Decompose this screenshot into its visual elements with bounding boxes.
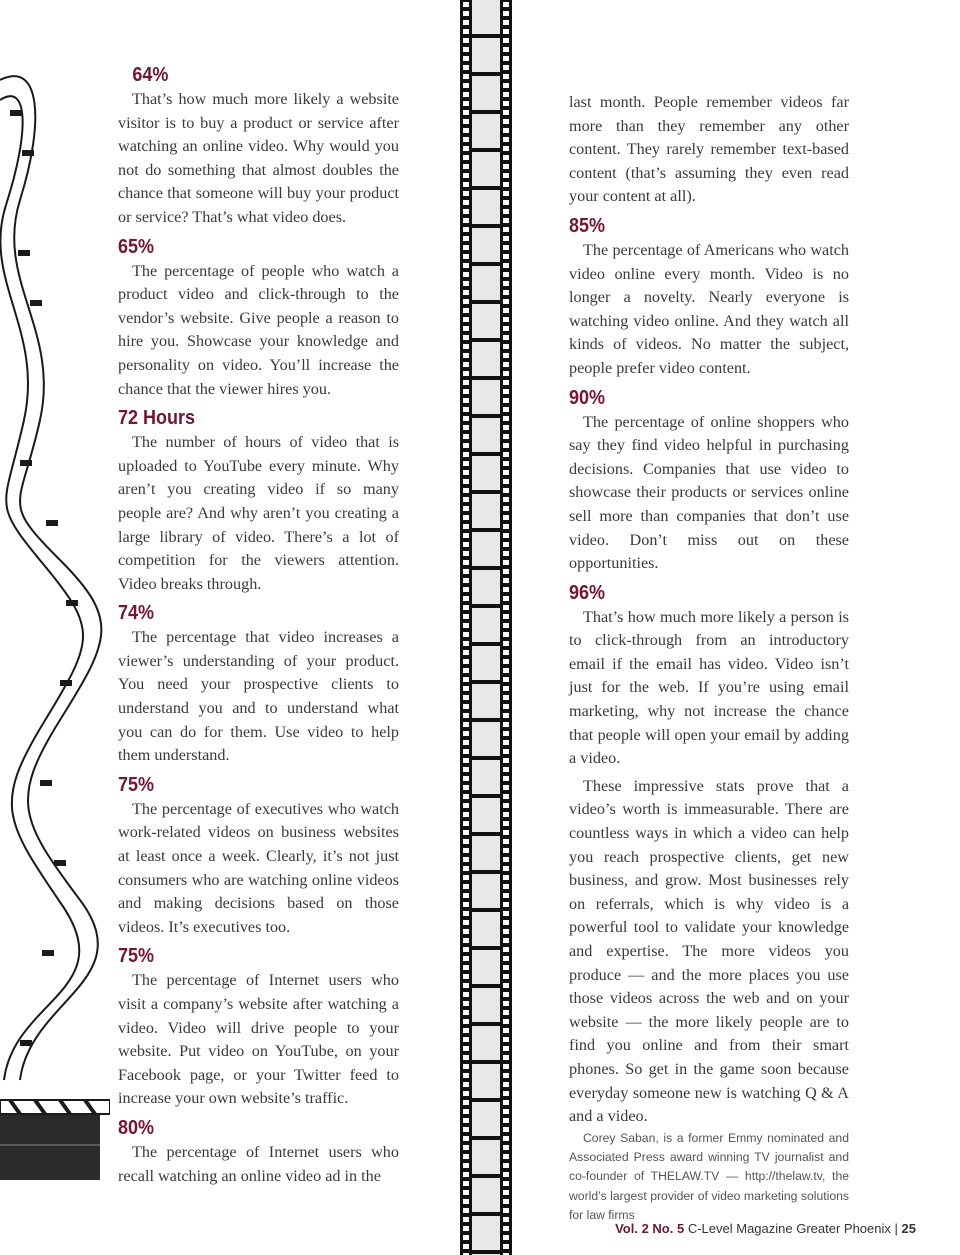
footer-separator: |: [894, 1221, 898, 1236]
stat-heading: 80%: [118, 1116, 155, 1139]
stat-block: [118, 405, 399, 596]
film-reel-illustration: [0, 0, 110, 1255]
stat-text: That’s how much more likely a website visitor is to buy a product or service after watching an online video. Why would you not do something that almost doubles the chance that someone will buy your product or service? That’s what video does.: [118, 90, 399, 226]
page-number: 25: [901, 1221, 916, 1236]
stat-heading: 96%: [569, 581, 606, 604]
stat-block: [118, 943, 399, 1111]
stat-heading: 90%: [569, 386, 606, 409]
stat-heading: 75%: [118, 773, 155, 796]
stat-text: The percentage of online shoppers who say they find video helpful in purchasing decisions. Companies that use video to showcase their products or services online sell more than companies that don’t use video. Don’t miss out on these opportunities.: [569, 412, 849, 573]
stat-block: [118, 772, 399, 940]
closing-paragraph: These impressive stats prove that a video’s worth is immeasurable. There are countless ways in which a video can help you reach prospective clients, get new business, and grow. Most businesses rely on referrals, which is why video is a powerful tool to validate your knowledge and expertise. The more videos you produce — and the more places you use those videos across the web and on your website — the more likely people are to find you online and from their smart phones. So get in the game soon because everyday someone new is watching Q & A and a video.: [569, 776, 849, 1126]
stat-block: [569, 580, 849, 771]
footer-volume: Vol. 2 No. 5: [615, 1221, 685, 1236]
stat-text: The percentage of Americans who watch video online every month. Video is no longer a novelty. Nearly everyone is watching video online. And they watch all kinds of videos. No matter the subject, people prefer video content.: [569, 240, 849, 377]
page-footer: [615, 1221, 916, 1236]
stat-heading: 85%: [569, 214, 606, 237]
footer-publication: C-Level Magazine Greater Phoenix: [687, 1221, 891, 1236]
stat-block: [569, 385, 849, 576]
stat-heading: 65%: [118, 235, 155, 258]
stat-text: The percentage of Internet users who visit a company’s website after watching a video. Video will drive people to your website. Put video on YouTube, on your Facebook page, or your Twitter feed to increase your own website’s traffic.: [118, 971, 399, 1108]
stat-heading: 72 Hours: [118, 407, 196, 430]
stat-heading: 75%: [118, 945, 155, 968]
stat-block: [569, 213, 849, 381]
stat-text: The percentage of executives who watch work-related videos on business websites at least once a week. Clearly, it’s not just consumers who are watching online videos and making decisions based on those videos. It’s executives too.: [118, 799, 399, 936]
stat-heading: 64%: [132, 64, 169, 86]
left-column: [118, 62, 399, 1192]
stat-text: The number of hours of video that is uploaded to YouTube every minute. Why aren’t you creating video if so many people are? And why aren’t you creating a large library of video. There’s a lot of competition for the viewers attention. Video breaks through.: [118, 433, 399, 593]
stat-heading: 74%: [118, 602, 155, 625]
center-film-strip: [460, 0, 512, 1255]
stat-text: That’s how much more likely a person is to click-through from an introductory email if the email has video. Video isn’t just for the web. If you’re using email marketing, why not increase the chance that people will open your email by adding a video.: [569, 607, 849, 768]
stat-block: [118, 62, 399, 230]
stat-text: The percentage that video increases a viewer’s understanding of your product. You need your prospective clients to understand you and to understand what you can do for them. Use video to help them understand.: [118, 628, 399, 765]
stat-text: The percentage of people who watch a product video and click-through to the vendor’s website. Give people a reason to hire you. Showcase your knowledge and personality on video. You’ll increase the chance that the viewer hires you.: [118, 261, 399, 398]
stat-block: [118, 234, 399, 402]
author-bio: Corey Saban, is a former Emmy nominated and Associated Press award winning TV journalist and co-founder of THELAW.TV — http://thelaw.tv, the world’s largest provider of video marketing solutions for law firms: [569, 1130, 849, 1222]
right-column: [569, 91, 849, 1225]
stat-text: The percentage of Internet users who recall watching an online video ad in the: [118, 1142, 399, 1185]
stat-block: [118, 1115, 399, 1188]
continued-text: last month. People remember videos far more than they remember any other content. They rarely remember text-based content (that’s assuming they even read your content at all).: [569, 93, 849, 206]
stat-block: [118, 600, 399, 768]
